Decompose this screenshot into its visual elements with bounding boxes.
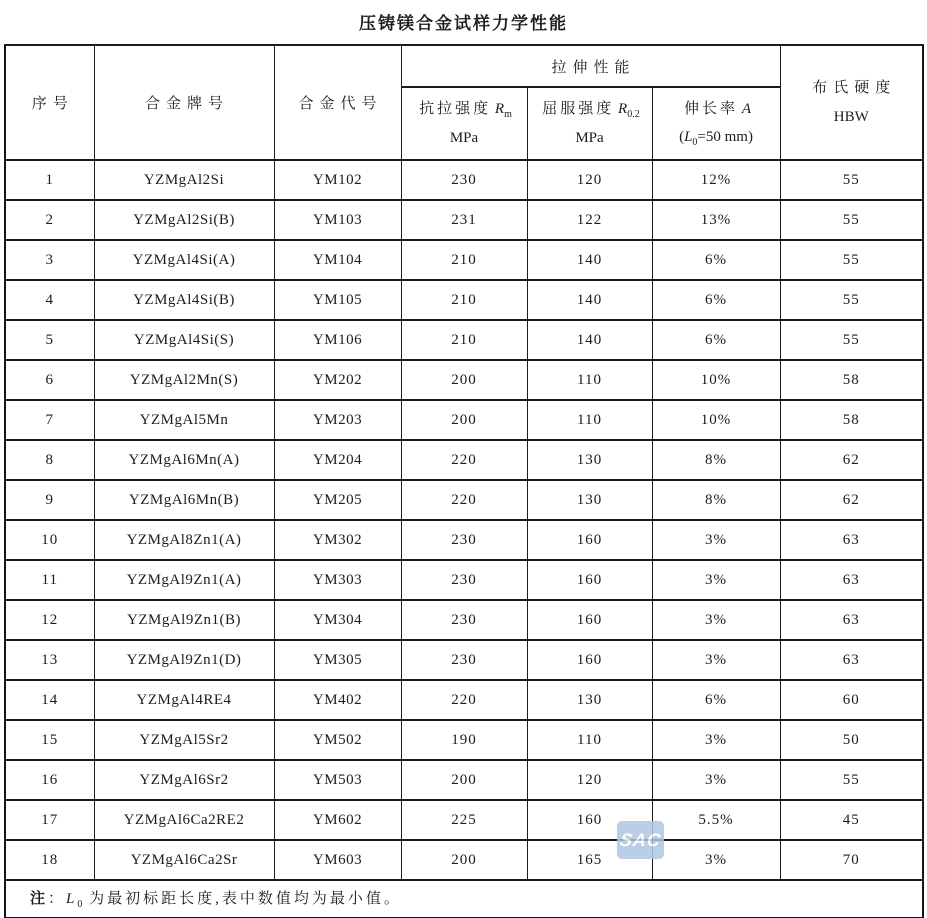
cell-index: 14 bbox=[5, 680, 94, 720]
cell-hardness: 62 bbox=[780, 480, 923, 520]
cell-yield-strength: 160 bbox=[527, 560, 652, 600]
table-row bbox=[5, 320, 923, 360]
cell-hardness: 55 bbox=[780, 320, 923, 360]
header-code bbox=[274, 45, 401, 160]
cell-elongation: 10% bbox=[652, 360, 780, 400]
cell-yield-strength: 110 bbox=[527, 360, 652, 400]
header-hardness-line1: 布氏硬度 bbox=[812, 80, 897, 96]
cell-index: 4 bbox=[5, 280, 94, 320]
cell-grade: YZMgAl9Zn1(B) bbox=[94, 600, 274, 640]
cell-grade: YZMgAl2Mn(S) bbox=[94, 360, 274, 400]
header-hardness bbox=[780, 45, 923, 160]
cell-yield-strength: 110 bbox=[527, 720, 652, 760]
header-elongation bbox=[652, 87, 780, 160]
cell-hardness: 55 bbox=[780, 200, 923, 240]
header-hardness-line2: HBW bbox=[833, 108, 869, 125]
cell-elongation: 12% bbox=[652, 160, 780, 200]
cell-elongation: 3% bbox=[652, 840, 780, 880]
note-length-symbol: L bbox=[66, 891, 78, 908]
alloy-properties-table bbox=[4, 44, 924, 918]
cell-code: YM104 bbox=[274, 240, 401, 280]
cell-hardness: 55 bbox=[780, 280, 923, 320]
cell-code: YM305 bbox=[274, 640, 401, 680]
cell-grade: YZMgAl4RE4 bbox=[94, 680, 274, 720]
cell-grade: YZMgAl8Zn1(A) bbox=[94, 520, 274, 560]
cell-tensile-strength: 210 bbox=[401, 280, 527, 320]
cell-yield-strength: 110 bbox=[527, 400, 652, 440]
cell-index: 6 bbox=[5, 360, 94, 400]
cell-hardness: 63 bbox=[780, 600, 923, 640]
header-grade bbox=[94, 45, 274, 160]
cell-hardness: 55 bbox=[780, 760, 923, 800]
cell-index: 8 bbox=[5, 440, 94, 480]
cell-code: YM602 bbox=[274, 800, 401, 840]
cell-tensile-strength: 200 bbox=[401, 760, 527, 800]
table-row bbox=[5, 480, 923, 520]
cell-yield-strength: 160 bbox=[527, 520, 652, 560]
table-row bbox=[5, 560, 923, 600]
cell-grade: YZMgAl9Zn1(D) bbox=[94, 640, 274, 680]
tensile-strength-subscript: m bbox=[504, 108, 512, 120]
cell-elongation: 8% bbox=[652, 440, 780, 480]
cell-tensile-strength: 220 bbox=[401, 440, 527, 480]
cell-code: YM106 bbox=[274, 320, 401, 360]
cell-elongation: 10% bbox=[652, 400, 780, 440]
table-row bbox=[5, 800, 923, 840]
header-code-label: 合金代号 bbox=[298, 96, 383, 112]
cell-code: YM302 bbox=[274, 520, 401, 560]
cell-tensile-strength: 210 bbox=[401, 320, 527, 360]
header-grade-label: 合金牌号 bbox=[144, 96, 229, 112]
cell-index: 18 bbox=[5, 840, 94, 880]
cell-code: YM502 bbox=[274, 720, 401, 760]
table-row bbox=[5, 600, 923, 640]
cell-tensile-strength: 230 bbox=[401, 160, 527, 200]
header-yield-strength-label: 屈服强度 bbox=[542, 100, 615, 117]
cell-tensile-strength: 220 bbox=[401, 480, 527, 520]
table-row bbox=[5, 520, 923, 560]
cell-elongation: 3% bbox=[652, 640, 780, 680]
cell-yield-strength: 120 bbox=[527, 760, 652, 800]
header-elongation-label: 伸长率 bbox=[684, 100, 739, 117]
header-tensile-group-label: 拉伸性能 bbox=[551, 59, 636, 76]
cell-grade: YZMgAl2Si bbox=[94, 160, 274, 200]
cell-tensile-strength: 230 bbox=[401, 600, 527, 640]
cell-hardness: 63 bbox=[780, 560, 923, 600]
cell-tensile-strength: 200 bbox=[401, 360, 527, 400]
table-row bbox=[5, 280, 923, 320]
cell-code: YM402 bbox=[274, 680, 401, 720]
cell-elongation: 6% bbox=[652, 280, 780, 320]
cell-grade: YZMgAl6Mn(A) bbox=[94, 440, 274, 480]
cell-elongation: 5.5% bbox=[652, 800, 780, 840]
table-row bbox=[5, 640, 923, 680]
elongation-symbol: A bbox=[741, 100, 751, 117]
cell-grade: YZMgAl4Si(B) bbox=[94, 280, 274, 320]
cell-code: YM303 bbox=[274, 560, 401, 600]
page-title: 压铸镁合金试样力学性能 bbox=[359, 14, 568, 33]
cell-grade: YZMgAl9Zn1(A) bbox=[94, 560, 274, 600]
cell-elongation: 3% bbox=[652, 720, 780, 760]
cell-elongation: 6% bbox=[652, 320, 780, 360]
table-row bbox=[5, 680, 923, 720]
cell-grade: YZMgAl6Sr2 bbox=[94, 760, 274, 800]
cell-yield-strength: 140 bbox=[527, 240, 652, 280]
elongation-length-symbol: L bbox=[684, 129, 693, 146]
note-row bbox=[5, 880, 923, 918]
cell-tensile-strength: 190 bbox=[401, 720, 527, 760]
cell-grade: YZMgAl6Mn(B) bbox=[94, 480, 274, 520]
table-row bbox=[5, 760, 923, 800]
cell-index: 12 bbox=[5, 600, 94, 640]
cell-code: YM102 bbox=[274, 160, 401, 200]
note-colon: ： bbox=[48, 891, 67, 908]
cell-hardness: 63 bbox=[780, 640, 923, 680]
table-row bbox=[5, 240, 923, 280]
cell-grade: YZMgAl5Sr2 bbox=[94, 720, 274, 760]
note-text: 为最初标距长度,表中数值均为最小值。 bbox=[89, 891, 402, 908]
cell-hardness: 55 bbox=[780, 160, 923, 200]
table-row bbox=[5, 200, 923, 240]
yield-strength-symbol: R bbox=[618, 100, 628, 117]
cell-hardness: 50 bbox=[780, 720, 923, 760]
cell-code: YM204 bbox=[274, 440, 401, 480]
cell-elongation: 3% bbox=[652, 600, 780, 640]
cell-yield-strength: 130 bbox=[527, 680, 652, 720]
cell-yield-strength: 120 bbox=[527, 160, 652, 200]
cell-yield-strength: 165 bbox=[527, 840, 652, 880]
table-row bbox=[5, 720, 923, 760]
cell-tensile-strength: 200 bbox=[401, 840, 527, 880]
cell-tensile-strength: 200 bbox=[401, 400, 527, 440]
note-cell bbox=[5, 880, 923, 918]
cell-tensile-strength: 220 bbox=[401, 680, 527, 720]
cell-yield-strength: 160 bbox=[527, 640, 652, 680]
cell-index: 10 bbox=[5, 520, 94, 560]
cell-elongation: 3% bbox=[652, 760, 780, 800]
cell-hardness: 58 bbox=[780, 360, 923, 400]
cell-hardness: 62 bbox=[780, 440, 923, 480]
cell-code: YM603 bbox=[274, 840, 401, 880]
table-row bbox=[5, 440, 923, 480]
cell-grade: YZMgAl2Si(B) bbox=[94, 200, 274, 240]
cell-elongation: 8% bbox=[652, 480, 780, 520]
cell-elongation: 3% bbox=[652, 520, 780, 560]
cell-hardness: 55 bbox=[780, 240, 923, 280]
table-row bbox=[5, 400, 923, 440]
cell-tensile-strength: 230 bbox=[401, 520, 527, 560]
cell-grade: YZMgAl4Si(A) bbox=[94, 240, 274, 280]
cell-yield-strength: 130 bbox=[527, 440, 652, 480]
header-yield-strength bbox=[527, 87, 652, 160]
cell-yield-strength: 160 bbox=[527, 600, 652, 640]
cell-tensile-strength: 210 bbox=[401, 240, 527, 280]
cell-yield-strength: 140 bbox=[527, 320, 652, 360]
cell-code: YM304 bbox=[274, 600, 401, 640]
cell-index: 7 bbox=[5, 400, 94, 440]
note-label: 注 bbox=[30, 891, 49, 908]
yield-strength-subscript: 0.2 bbox=[627, 108, 640, 120]
cell-index: 13 bbox=[5, 640, 94, 680]
cell-index: 2 bbox=[5, 200, 94, 240]
cell-code: YM103 bbox=[274, 200, 401, 240]
header-group-row bbox=[5, 45, 923, 87]
note-length-subscript: 0 bbox=[77, 899, 83, 911]
tensile-strength-symbol: R bbox=[494, 100, 505, 117]
cell-elongation: 13% bbox=[652, 200, 780, 240]
cell-index: 11 bbox=[5, 560, 94, 600]
cell-yield-strength: 122 bbox=[527, 200, 652, 240]
cell-elongation: 3% bbox=[652, 560, 780, 600]
cell-index: 16 bbox=[5, 760, 94, 800]
header-index-label: 序号 bbox=[31, 96, 74, 112]
table-row bbox=[5, 160, 923, 200]
table-body bbox=[5, 160, 923, 880]
cell-grade: YZMgAl4Si(S) bbox=[94, 320, 274, 360]
cell-tensile-strength: 225 bbox=[401, 800, 527, 840]
header-tensile-strength-unit: MPa bbox=[449, 129, 479, 146]
cell-code: YM202 bbox=[274, 360, 401, 400]
table-row bbox=[5, 840, 923, 880]
cell-hardness: 58 bbox=[780, 400, 923, 440]
cell-index: 17 bbox=[5, 800, 94, 840]
cell-grade: YZMgAl6Ca2RE2 bbox=[94, 800, 274, 840]
elongation-paren-rest: =50 mm) bbox=[697, 129, 753, 146]
cell-grade: YZMgAl5Mn bbox=[94, 400, 274, 440]
elongation-length-subscript: 0 bbox=[692, 137, 698, 149]
table-row bbox=[5, 360, 923, 400]
cell-hardness: 60 bbox=[780, 680, 923, 720]
cell-yield-strength: 130 bbox=[527, 480, 652, 520]
cell-hardness: 45 bbox=[780, 800, 923, 840]
cell-index: 9 bbox=[5, 480, 94, 520]
cell-hardness: 63 bbox=[780, 520, 923, 560]
cell-yield-strength: 140 bbox=[527, 280, 652, 320]
elongation-paren-open: ( bbox=[679, 129, 685, 146]
cell-elongation: 6% bbox=[652, 680, 780, 720]
header-tensile-group bbox=[401, 45, 780, 87]
header-tensile-strength-label: 抗拉强度 bbox=[419, 100, 492, 117]
cell-elongation: 6% bbox=[652, 240, 780, 280]
header-index bbox=[5, 45, 94, 160]
cell-grade: YZMgAl6Ca2Sr bbox=[94, 840, 274, 880]
cell-code: YM105 bbox=[274, 280, 401, 320]
cell-index: 5 bbox=[5, 320, 94, 360]
cell-tensile-strength: 231 bbox=[401, 200, 527, 240]
cell-tensile-strength: 230 bbox=[401, 640, 527, 680]
cell-code: YM503 bbox=[274, 760, 401, 800]
sac-watermark-text: SAC bbox=[618, 829, 663, 850]
cell-code: YM205 bbox=[274, 480, 401, 520]
cell-index: 15 bbox=[5, 720, 94, 760]
header-tensile-strength bbox=[401, 87, 527, 160]
cell-tensile-strength: 230 bbox=[401, 560, 527, 600]
cell-index: 1 bbox=[5, 160, 94, 200]
cell-hardness: 70 bbox=[780, 840, 923, 880]
header-yield-strength-unit: MPa bbox=[575, 129, 604, 146]
cell-code: YM203 bbox=[274, 400, 401, 440]
cell-yield-strength: 160 bbox=[527, 800, 652, 840]
cell-index: 3 bbox=[5, 240, 94, 280]
